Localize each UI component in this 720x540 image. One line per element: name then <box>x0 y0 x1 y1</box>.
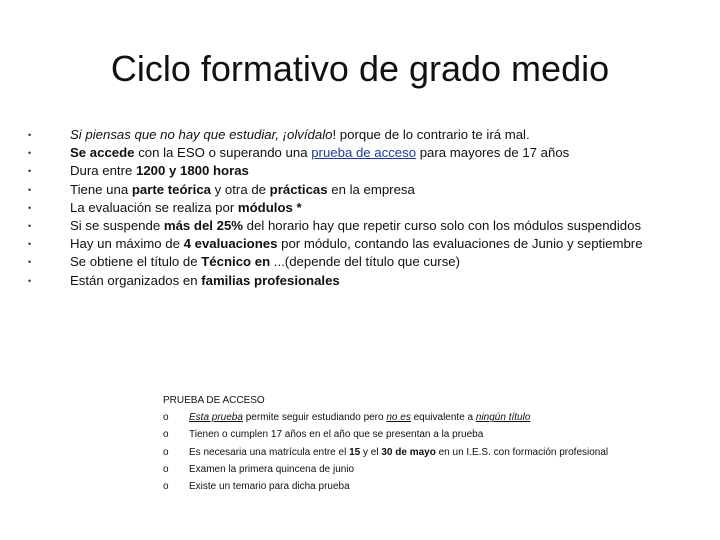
item-text: Tienen o cumplen 17 años en el año que se presentan a la prueba <box>189 429 484 441</box>
bullet-icon: • <box>28 257 32 268</box>
circle-bullet-icon: o <box>163 481 169 493</box>
item-text: con la ESO o superando una <box>134 145 312 161</box>
item-text: permite seguir estudiando pero <box>242 412 387 424</box>
access-list-item <box>163 461 683 478</box>
access-exam-heading: PRUEBA DE ACCESO <box>163 395 265 406</box>
access-list-item <box>163 478 683 495</box>
list-item <box>28 144 668 162</box>
circle-bullet-icon: o <box>163 463 169 475</box>
emphasis-text: ningún título <box>475 412 531 424</box>
item-text: Examen la primera quincena de junio <box>189 463 355 475</box>
bold-text: Técnico en <box>201 254 271 270</box>
item-text: equivalente a <box>410 412 476 424</box>
bullet-icon: • <box>28 202 32 213</box>
bold-text: prácticas <box>269 181 328 197</box>
bullet-icon: • <box>28 221 32 232</box>
item-text: y el <box>360 446 382 458</box>
list-item <box>28 272 668 290</box>
item-text: Dura entre <box>70 163 136 179</box>
list-item <box>28 181 668 199</box>
item-text: Si se suspende <box>70 218 164 234</box>
item-text: ...(depende del título que curse) <box>270 254 461 270</box>
list-item <box>28 126 668 144</box>
bold-text: 1200 y 1800 horas <box>135 163 249 179</box>
emphasis-text: no es <box>386 412 411 424</box>
bullet-icon: • <box>28 239 32 250</box>
bullet-icon: • <box>28 166 32 177</box>
circle-bullet-icon: o <box>163 446 169 458</box>
list-item <box>28 199 668 217</box>
item-text: Están organizados en <box>70 272 202 288</box>
item-text: Hay un máximo de <box>70 236 184 252</box>
slide-title: Ciclo formativo de grado medio <box>110 48 610 89</box>
bold-text: Se accede <box>70 145 135 161</box>
emphasis-text: Esta prueba <box>189 412 243 424</box>
item-text: La evaluación se realiza por <box>70 199 238 215</box>
bold-text: módulos * <box>237 199 302 215</box>
access-list-item <box>163 426 683 443</box>
bold-text: parte teórica <box>131 181 212 197</box>
bullet-icon: • <box>28 184 32 195</box>
bold-text: 4 evaluaciones <box>183 236 278 252</box>
circle-bullet-icon: o <box>163 412 169 424</box>
access-list-item <box>163 444 683 461</box>
access-exam-list <box>163 409 683 495</box>
bullet-icon: • <box>28 148 32 159</box>
list-item <box>28 217 668 235</box>
item-text: ! porque de lo contrario te irá mal. <box>332 127 530 142</box>
item-text: Se obtiene el título de <box>70 254 202 270</box>
item-text: Es necesaria una matrícula entre el <box>189 446 350 458</box>
list-item <box>28 235 668 253</box>
item-text: del horario hay que repetir curso solo con los módulos suspendidos <box>243 218 642 234</box>
bullet-icon: • <box>28 130 32 140</box>
item-text: Existe un temario para dicha prueba <box>189 481 350 493</box>
item-text: y otra de <box>211 181 270 197</box>
bold-text: 15 <box>349 446 361 458</box>
italic-text: Si piensas que no hay que estudiar, ¡olvídalo <box>70 127 333 142</box>
access-exam-box <box>163 392 683 495</box>
list-item <box>28 162 668 180</box>
item-text: en un I.E.S. con formación profesional <box>435 446 609 458</box>
item-text: Tiene una <box>70 181 132 197</box>
bold-text: familias profesionales <box>201 272 340 288</box>
list-item <box>28 253 668 271</box>
prueba-de-acceso-link[interactable]: prueba de acceso <box>311 145 417 161</box>
bold-text: 30 de mayo <box>381 446 436 458</box>
item-text: para mayores de 17 años <box>416 145 570 161</box>
circle-bullet-icon: o <box>163 429 169 441</box>
main-bullet-list <box>28 126 668 290</box>
item-text: en la empresa <box>327 181 415 197</box>
access-list-item <box>163 409 683 426</box>
bold-text: más del 25% <box>163 218 244 234</box>
bullet-icon: • <box>28 275 32 286</box>
item-text: por módulo, contando las evaluaciones de Junio y septiembre <box>277 236 643 252</box>
